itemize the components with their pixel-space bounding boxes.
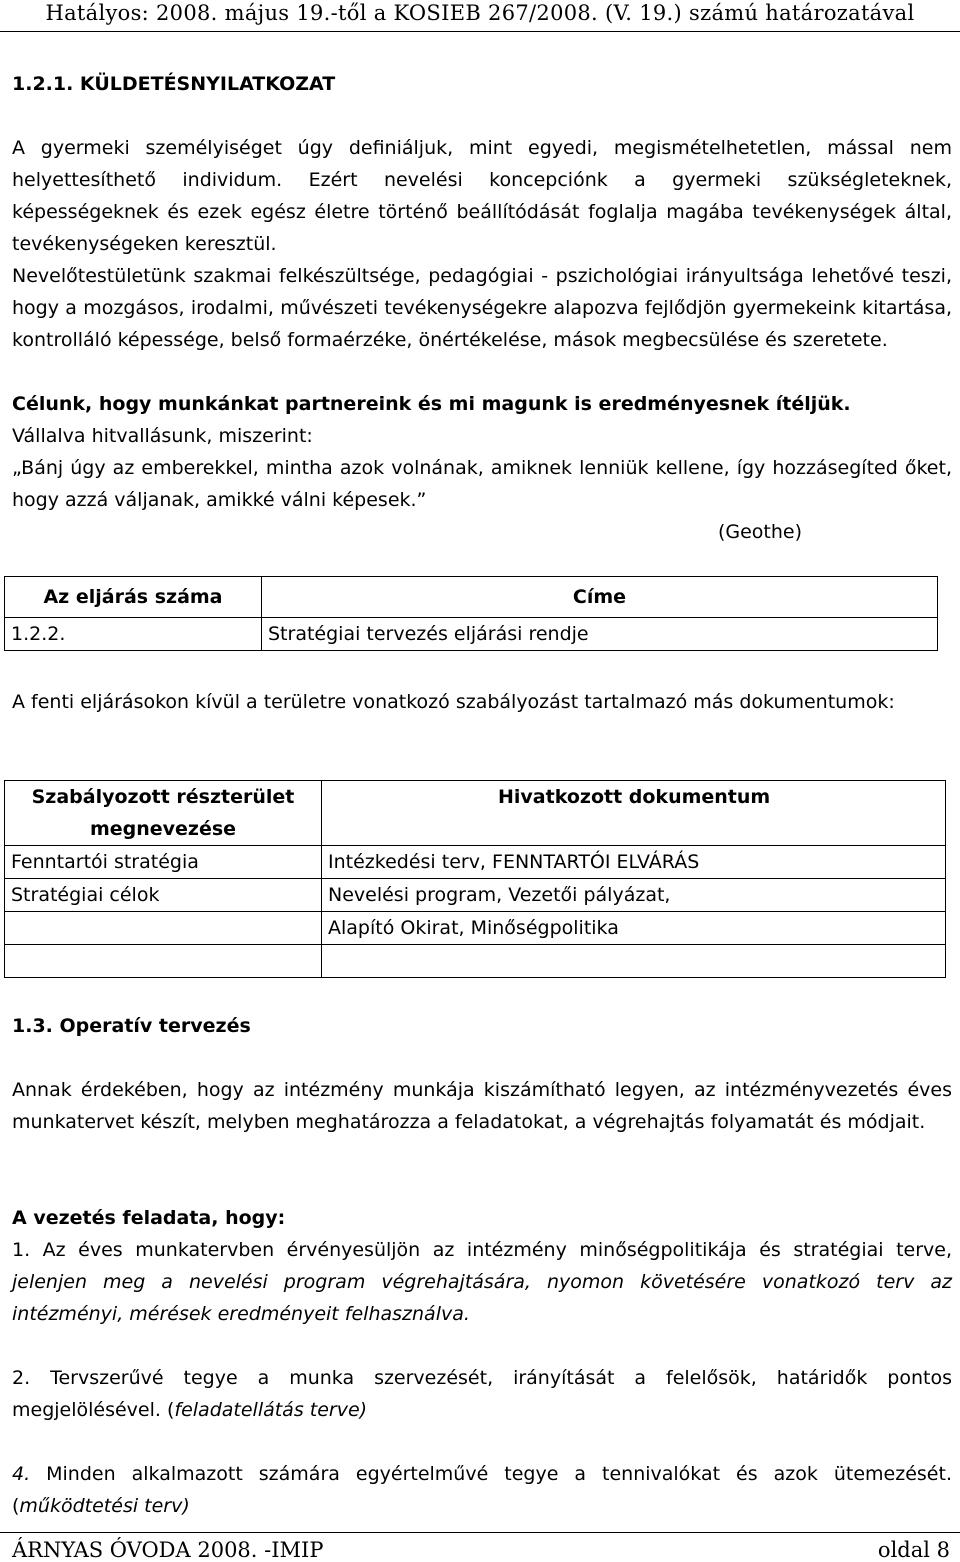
leadership-subtitle: A vezetés feladata, hogy:	[12, 1207, 286, 1229]
reference-document-cell: Intézkedési terv, FENNTARTÓI ELVÁRÁS	[322, 846, 946, 879]
mission-goal: Célunk, hogy munkánkat partnereink és mi magunk is eredményesnek ítéljük.	[12, 393, 851, 415]
task-item-2	[12, 1362, 952, 1426]
task-item-2-italic: feladatellátás terve)	[174, 1399, 368, 1421]
operative-paragraph	[12, 1074, 952, 1138]
reference-area-cell	[5, 912, 322, 945]
goethe-quote-text: „Bánj úgy az emberekkel, mintha azok volnának, amiknek lenniük kellene, így hozzásegíted őket, hogy azzá váljanak, amikké válni képesek.”	[12, 457, 952, 511]
table-row	[5, 879, 946, 912]
section-title-mission: 1.2.1. KÜLDETÉSNYILATKOZAT	[12, 73, 336, 95]
mission-para2-text: Nevelőtestületünk szakmai felkészültsége, pedagógiai - pszichológiai irányultsága lehetővé teszi, hogy a mozgásos, irodalmi, művészeti tevékenységekre alapozva fejlődjön gyermekeink kitartása, kontrolláló képessége, belső formaérzéke, önértékelése, mások megbecsülése és szeretete.	[12, 265, 952, 351]
reference-table-header	[5, 781, 946, 846]
task-item-1-text	[12, 1234, 952, 1330]
other-documents-para: A fenti eljárásokon kívül a területre vonatkozó szabályozást tartalmazó más dokumentumok:	[12, 691, 895, 713]
task-item-4	[12, 1458, 952, 1522]
goethe-quote	[12, 452, 952, 516]
header-divider	[0, 31, 960, 32]
reference-table	[4, 780, 946, 978]
reference-area-cell: Stratégiai célok	[5, 879, 322, 912]
task-item-1-normal: 1. Az éves munkatervben érvényesüljön az intézmény minőségpolitikája és stratégiai terve,	[12, 1239, 952, 1261]
table-row	[5, 945, 946, 978]
procedure-header-title: Címe	[262, 577, 938, 618]
task-item-2-text	[12, 1362, 952, 1426]
page-footer	[12, 1538, 950, 1562]
footer-page-number: oldal 8	[877, 1538, 950, 1562]
footer-divider	[0, 1532, 960, 1533]
table-row	[5, 846, 946, 879]
quote-author: (Geothe)	[717, 521, 802, 543]
reference-document-cell	[322, 945, 946, 978]
reference-document-cell: Nevelési program, Vezetői pályázat,	[322, 879, 946, 912]
mission-paragraph-1	[12, 132, 952, 260]
table-row	[5, 618, 938, 651]
reference-document-cell: Alapító Okirat, Minőségpolitika	[322, 912, 946, 945]
task-item-4-italic: működtetési terv)	[19, 1495, 190, 1517]
procedure-number-cell: 1.2.2.	[5, 618, 262, 651]
reference-header-area: Szabályozott részterület megnevezése	[5, 781, 322, 846]
task-item-1	[12, 1234, 952, 1330]
page-header: Hatályos: 2008. május 19.-től a KOSIEB 267/2008. (V. 19.) számú határozatával	[45, 1, 915, 25]
mission-paragraph-2	[12, 260, 952, 356]
creed-intro: Vállalva hitvallásunk, miszerint:	[12, 425, 313, 447]
task-item-2-normal: 2. Tervszerűvé tegye a munka szervezését, irányítását a felelősök, határidők pontos megjelölésével. (	[12, 1367, 952, 1421]
table-row	[5, 912, 946, 945]
task-item-4-text	[12, 1458, 952, 1522]
reference-header-document: Hivatkozott dokumentum	[322, 781, 946, 846]
procedure-header-number: Az eljárás száma	[5, 577, 262, 618]
mission-para1-text: A gyermeki személyiséget úgy definiáljuk, mint egyedi, megismételhetetlen, mással nem helyettesíthető individum. Ezért nevelési koncepciónk a gyermeki szükségleteknek, képességeknek és ezek egész életre történő beállítódását foglalja magába tevékenységek által, tevékenységeken keresztül.	[12, 137, 952, 255]
reference-area-cell: Fenntartói stratégia	[5, 846, 322, 879]
section-title-operative: 1.3. Operatív tervezés	[12, 1015, 251, 1037]
operative-para-text: Annak érdekében, hogy az intézmény munkája kiszámítható legyen, az intézményvezetés éves munkatervet készít, melyben meghatározza a feladatokat, a végrehajtás folyamatát és módjait.	[12, 1079, 952, 1133]
other-documents-text	[12, 686, 952, 718]
task-item-4-normal: Minden alkalmazott számára egyértelművé tegye a tennivalókat és azok ütemezését. (	[12, 1463, 952, 1517]
reference-area-cell	[5, 945, 322, 978]
footer-institution: ÁRNYAS ÓVODA 2008. -IMIP	[12, 1538, 324, 1562]
procedure-table	[4, 576, 938, 651]
task-item-4-number: 4.	[12, 1463, 31, 1485]
procedure-title-cell: Stratégiai tervezés eljárási rendje	[262, 618, 938, 651]
procedure-table-header	[5, 577, 938, 618]
task-item-1-italic: jelenjen meg a nevelési program végrehajtására, nyomon követésére vonatkozó terv az intézményi, mérések eredményeit felhasználva.	[12, 1271, 952, 1325]
